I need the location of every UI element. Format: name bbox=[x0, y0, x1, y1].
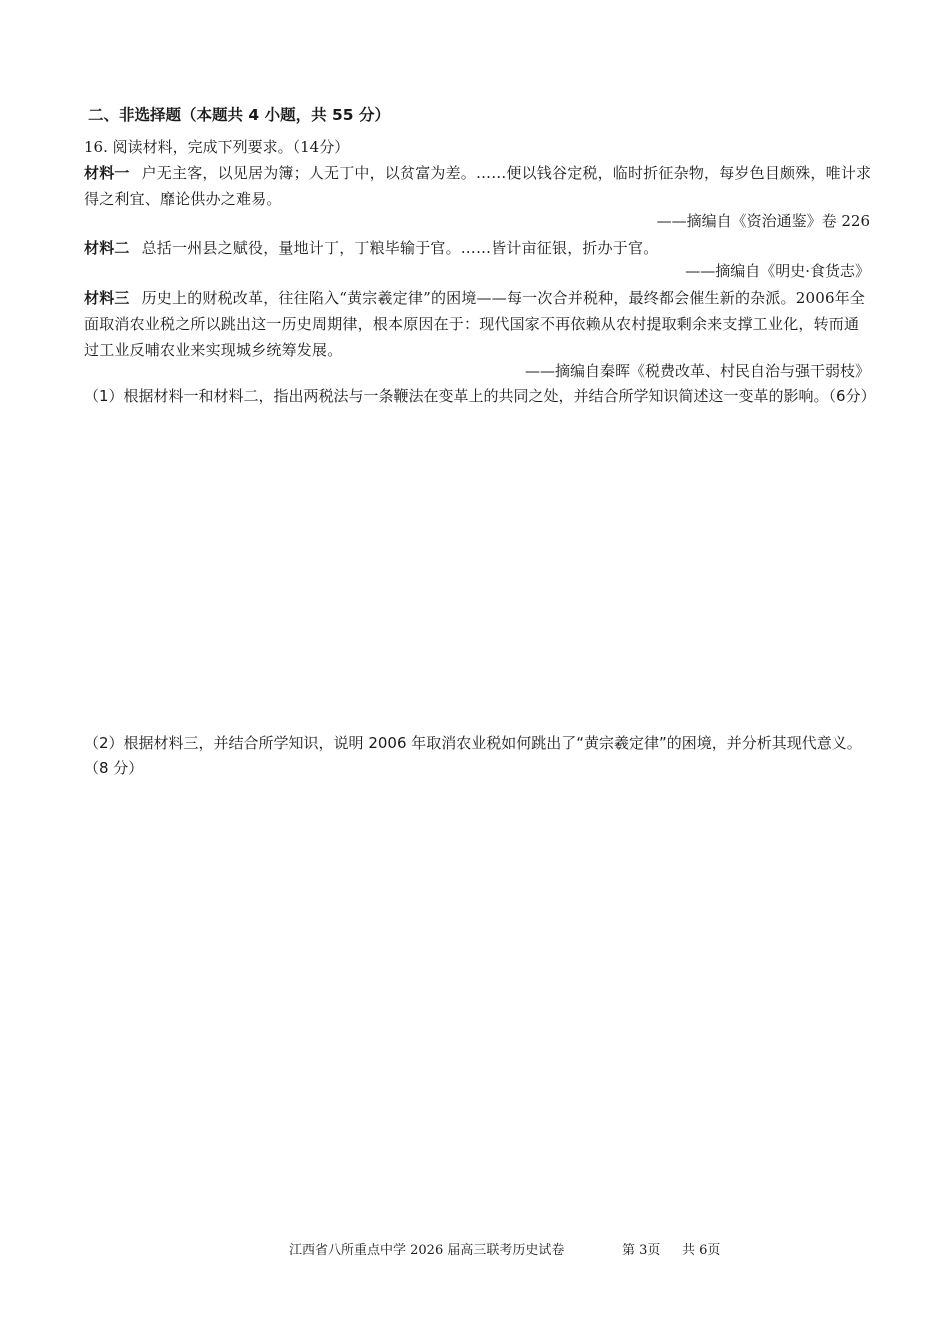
material-one bbox=[84, 160, 874, 212]
material-three bbox=[84, 285, 874, 363]
material-one-label: 材料一 bbox=[84, 164, 130, 182]
material-two bbox=[84, 235, 874, 261]
material-two-label: 材料二 bbox=[84, 239, 130, 257]
material-one-source: ——摘编自《资治通鉴》卷 226 bbox=[656, 212, 870, 230]
footer-page-number: 第 3页 bbox=[622, 1243, 661, 1258]
material-three-label: 材料三 bbox=[84, 289, 130, 307]
sub-question-1: （1）根据材料一和材料二，指出两税法与一条鞭法在变革上的共同之处，并结合所学知识简述这一变革的影响。（6分） bbox=[84, 387, 876, 405]
section-title: 二、非选择题（本题共 4 小题，共 55 分） bbox=[88, 106, 390, 124]
material-one-text: 户无主客，以见居为簿；人无丁中，以贫富为差。……便以钱谷定税，临时折征杂物，每岁色目颇殊，唯计求得之利宜、靡论供办之难易。 bbox=[84, 164, 872, 208]
footer-page-total: 共 6页 bbox=[682, 1243, 721, 1258]
material-two-text: 总括一州县之赋役，量地计丁，丁粮毕输于官。……皆计亩征银，折办于官。 bbox=[141, 239, 659, 257]
material-three-source: ——摘编自秦晖《税费改革、村民自治与强干弱枝》 bbox=[524, 362, 870, 380]
material-three-text: 历史上的财税改革，往往陷入“黄宗羲定律”的困境——每一次合并税种，最终都会催生新的杂派。2006年全面取消农业税之所以跳出这一历史周期律，根本原因在于：现代国家不再依赖从农村提取剩余来支撑工业化，转而通过工业反哺农业来实现城乡统筹发展。 bbox=[84, 289, 866, 359]
question-stem: 16. 阅读材料，完成下列要求。（14分） bbox=[84, 138, 350, 156]
sub-question-2: （2）根据材料三，并结合所学知识，说明 2006 年取消农业税如何跳出了“黄宗羲定律”的困境，并分析其现代意义。（8 分） bbox=[84, 734, 862, 777]
material-two-source: ——摘编自《明史·食货志》 bbox=[685, 262, 870, 280]
footer-exam-title: 江西省八所重点中学 2026 届高三联考历史试卷 bbox=[289, 1243, 565, 1258]
